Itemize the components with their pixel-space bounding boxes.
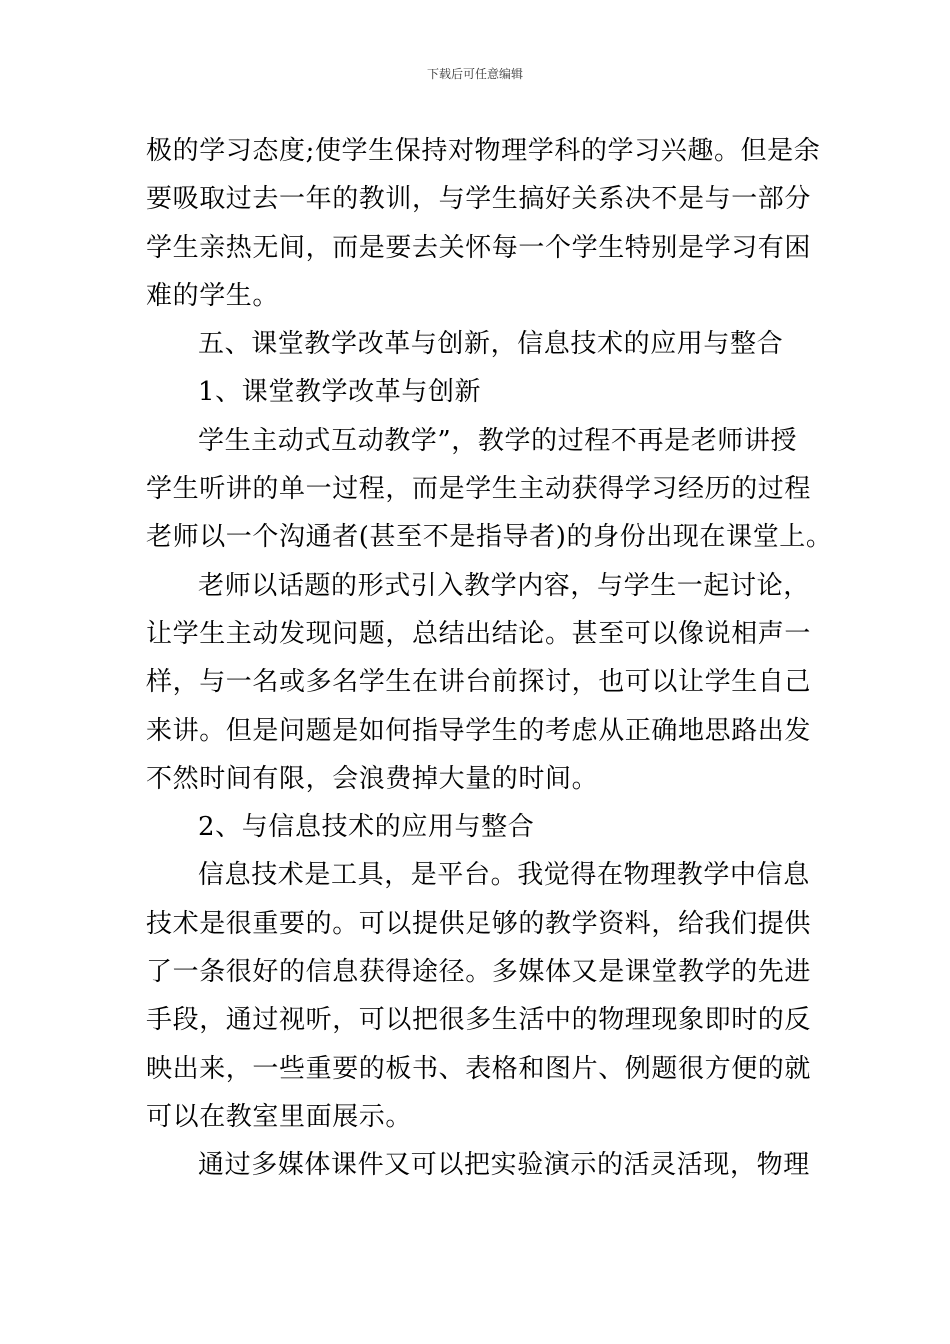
text-line: 信息技术是工具，是平台。我觉得在物理教学中信息 xyxy=(198,860,810,891)
subsection-heading: 1、课堂教学改革与创新 xyxy=(198,377,482,408)
subsection-heading: 2、与信息技术的应用与整合 xyxy=(198,812,535,843)
text-line: 学生听讲的单一过程，而是学生主动获得学习经历的过程 xyxy=(146,474,812,505)
text-line: 通过多媒体课件又可以把实验演示的活灵活现，物理 xyxy=(198,1150,810,1181)
text-line: 样，与一名或多名学生在讲台前探讨，也可以让学生自己 xyxy=(146,667,812,698)
text-line: 可以在教室里面展示。 xyxy=(146,1101,413,1132)
text-line: 了一条很好的信息获得途径。多媒体又是课堂教学的先进 xyxy=(146,957,812,988)
text-line: 手段，通过视听，可以把很多生活中的物理现象即时的反 xyxy=(146,1005,812,1036)
text-line: 映出来，一些重要的板书、表格和图片、例题很方便的就 xyxy=(146,1053,812,1084)
text-line: 难的学生。 xyxy=(146,280,280,311)
text-line: 不然时间有限，会浪费掉大量的时间。 xyxy=(146,763,599,794)
text-line: 要吸取过去一年的教训，与学生搞好关系决不是与一部分 xyxy=(146,184,812,215)
text-line: 老师以话题的形式引入教学内容，与学生一起讨论， xyxy=(198,570,810,601)
document-body xyxy=(146,127,833,1190)
text-line: 来讲。但是问题是如何指导学生的考虑从正确地思路出发 xyxy=(146,715,812,746)
text-line: 学生亲热无间，而是要去关怀每一个学生特别是学习有困 xyxy=(146,232,812,263)
section-heading: 五、课堂教学改革与创新，信息技术的应用与整合 xyxy=(198,329,784,360)
text-line: 学生主动式互动教学”，教学的过程不再是老师讲授 xyxy=(198,425,798,456)
text-line: 技术是很重要的。可以提供足够的教学资料，给我们提供 xyxy=(146,908,812,939)
text-line: 老师以一个沟通者(甚至不是指导者)的身份出现在课堂上。 xyxy=(146,522,833,553)
text-line: 让学生主动发现问题，总结出结论。甚至可以像说相声一 xyxy=(146,618,812,649)
text-line: 极的学习态度;使学生保持对物理学科的学习兴趣。但是余 xyxy=(146,136,821,166)
page-header: 下载后可任意编辑 xyxy=(426,67,523,81)
